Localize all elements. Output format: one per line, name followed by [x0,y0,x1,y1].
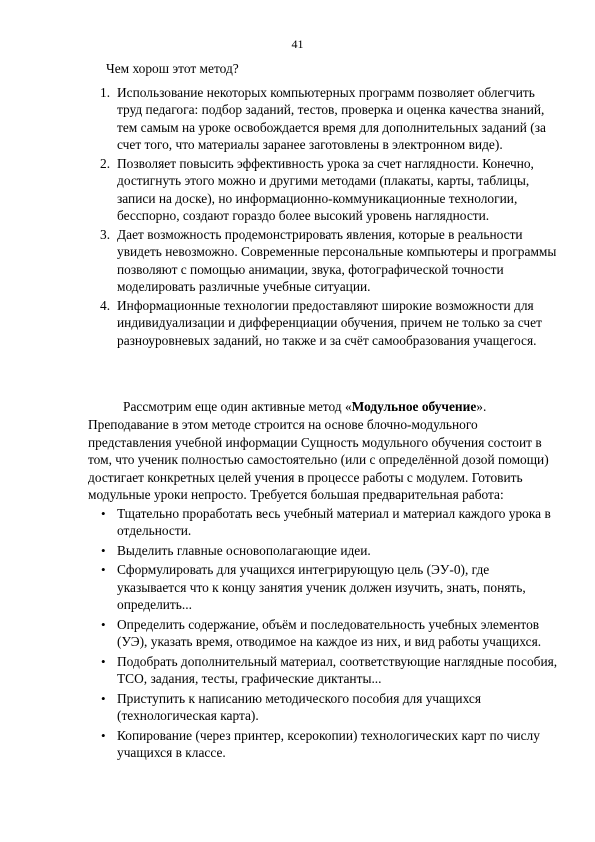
lead-text-end: ». [476,399,487,414]
intro-question: Чем хорош этот метод? [106,61,239,76]
list-item [88,690,558,725]
bullet-icon: • [101,542,106,558]
item-text: Копирование (через принтер, ксерокопии) технологических карт по числу учащихся в классе. [117,727,540,760]
item-text: Позволяет повысить эффективность урока за счет наглядности. Конечно, достигнуть этого можно и другими методами (плакаты, карты, таблицы, записи на доске), но информационно-коммуникационные технологии, бесспорно, создают гораздо более высокий уровень наглядности. [117,155,534,223]
document-body [88,60,558,350]
list-item [88,653,558,688]
bullet-icon: • [101,505,106,521]
list-item [88,155,558,225]
modular-body-block [88,416,558,764]
list-item [88,561,558,614]
item-number: 1. [100,84,111,100]
item-text: Информационные технологии предоставляют широкие возможности для индивидуализации и дифференциации обучения, причем не только за счет разноуровневых заданий, но также и за счёт самообразования учащегося. [117,297,542,348]
lead-bold-term: Модульное обучение [351,399,477,414]
list-item [88,727,558,762]
item-text: Определить содержание, объём и последовательность учебных элементов (УЭ), указать время, отводимое на каждое из них, и вид работы учащихся. [117,616,542,649]
bullet-icon: • [101,616,106,632]
list-item [88,505,558,540]
modular-lead [123,398,558,416]
modular-section [88,398,558,416]
lead-text: Рассмотрим еще один активные метод « [123,399,352,414]
advantages-list [88,84,558,350]
list-item [88,84,558,154]
item-number: 2. [100,155,111,171]
item-text: Выделить главные основополагающие идеи. [117,542,371,558]
list-item [88,297,558,350]
item-number: 4. [100,297,111,313]
bullet-icon: • [101,653,106,669]
item-text: Сформулировать для учащихся интегрирующую цель (ЭУ-0), где указывается что к концу занятия ученик должен изучить, знать, понять, определить... [117,562,526,612]
item-text: Дает возможность продемонстрировать явления, которые в реальности увидеть невозможно. Современные персональные компьютеры и программы позволяют с помощью анимации, звука, фотографической точности моделировать различные учебные ситуации. [117,226,557,294]
item-text: Тщательно проработать весь учебный материал и материал каждого урока в отдельности. [117,505,551,538]
item-text: Подобрать дополнительный материал, соответствующие наглядные пособия, ТСО, задания, тесты, графические диктанты... [117,653,558,686]
list-item [88,226,558,296]
modular-body: Преподавание в этом методе строится на основе блочно-модульного представления учебной информации Сущность модульного обучения состоит в том, что ученик полностью самостоятельно (или с определённой дозой помощи) достигает конкретных целей учения в процессе работы с модулем. Готовить модульные уроки непросто. Требуется большая предварительная работа: [88,417,549,502]
bullet-icon: • [101,690,106,706]
bullet-icon: • [101,562,106,577]
item-number: 3. [100,226,111,242]
list-item [88,616,558,651]
list-item [88,542,558,560]
item-text: Приступить к написанию методического пособия для учащихся (технологическая карта). [117,690,481,723]
steps-list [88,505,558,762]
page-number: 41 [291,37,304,51]
item-text: Использование некоторых компьютерных программ позволяет облегчить труд педагога: подбор заданий, тестов, проверка и оценка качества знаний, тем самым на уроке освобождается время для дополнительных заданий (за счет того, что материалы заранее заготовлены в электронном виде). [117,84,546,152]
bullet-icon: • [101,727,106,743]
